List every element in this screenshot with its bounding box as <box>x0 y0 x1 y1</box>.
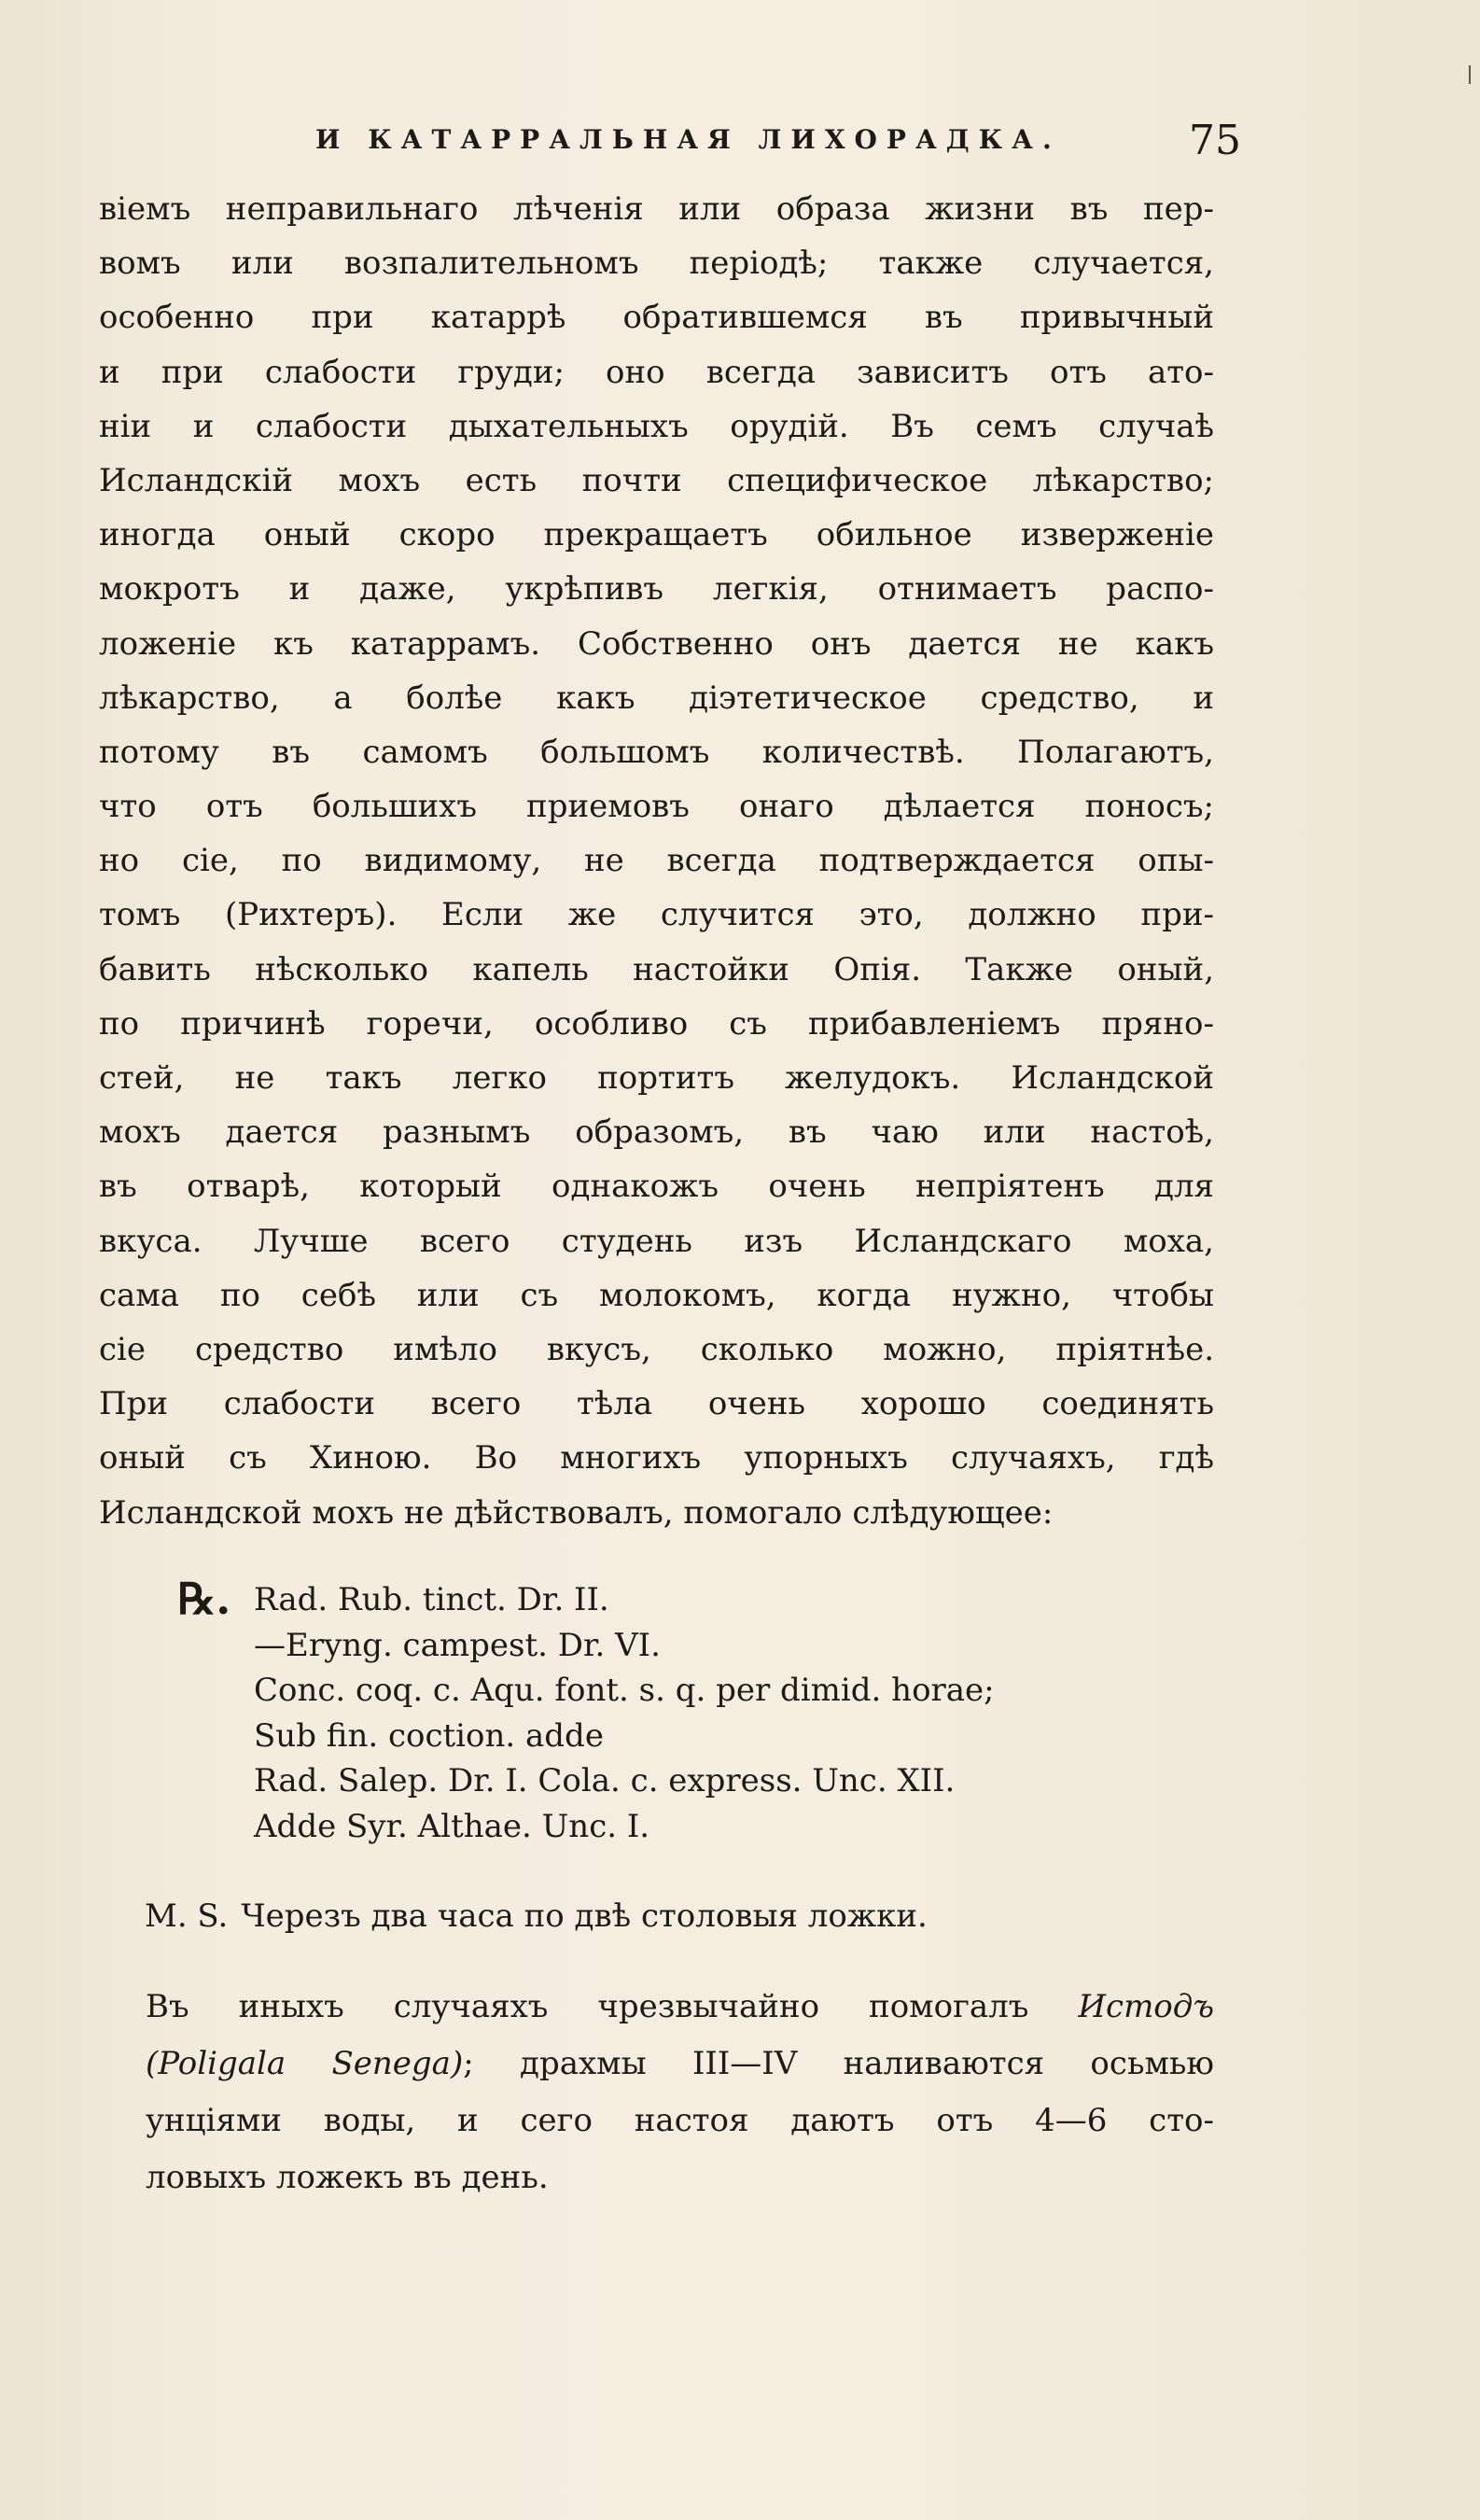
text-line: потому въ самомъ большомъ количествѣ. Полагаютъ, <box>99 733 1214 771</box>
signa-text: Черезъ два часа по двѣ столовыя ложки. <box>241 1897 928 1935</box>
prescription-lines <box>254 1577 1110 1850</box>
text-line: сіе средство имѣло вкусъ, сколько можно, пріятнѣе. <box>99 1330 1214 1368</box>
text-line: мохъ дается разнымъ образомъ, въ чаю или настоѣ, <box>99 1113 1214 1152</box>
text-line: ловыхъ ложекъ въ день. <box>146 2159 549 2196</box>
text-line: стей, не такъ легко портитъ желудокъ. Исландской <box>99 1059 1214 1097</box>
prescription <box>177 1574 1110 1850</box>
prescription-line: Rad. Rub. tinct. Dr. II. <box>254 1581 609 1618</box>
prescription-line: —Eryng. campest. Dr. VI. <box>254 1626 661 1664</box>
text-line: мокротъ и даже, укрѣпивъ легкія, отнимаетъ распо- <box>99 570 1214 609</box>
signa-label: M. S. <box>145 1897 229 1935</box>
italic-term: Истодъ <box>1078 1988 1214 2025</box>
page-header <box>315 117 1241 173</box>
signa-line <box>145 1897 928 1935</box>
text-line: вкуса. Лучше всего студень изъ Исландскаго моха, <box>99 1222 1214 1260</box>
text-line: иногда оный скоро прекращаетъ обильное изверженіе <box>99 516 1214 554</box>
text-line: по причинѣ горечи, особливо съ прибавленіемъ пряно- <box>99 1004 1214 1043</box>
text-line: Исландскій мохъ есть почти специфическое лѣкарство; <box>99 461 1214 499</box>
text-line: что отъ большихъ приемовъ онаго дѣлается поносъ; <box>99 788 1214 826</box>
text-line: вомъ или возпалительномъ періодѣ; также случается, <box>99 245 1214 283</box>
text-line: унціями воды, и сего настоя даютъ отъ 4—6 сто- <box>146 2102 1214 2139</box>
text-line: ложеніе къ катаррамъ. Собственно онъ дается не какъ <box>99 624 1214 663</box>
text-line <box>146 1979 1214 2036</box>
text-line: томъ (Рихтеръ). Если же случится это, должно при- <box>99 896 1214 934</box>
text-line: сама по себѣ или съ молокомъ, когда нужно, чтобы <box>99 1276 1214 1314</box>
text-line: При слабости всего тѣла очень хорошо соединять <box>99 1385 1214 1423</box>
text-segment: ; драхмы III—IV наливаются осьмью <box>463 2045 1215 2082</box>
text-line: лѣкарство, а болѣе какъ діэтетическое средство, и <box>99 679 1214 717</box>
text-line <box>146 2036 1214 2093</box>
prescription-line: Adde Syr. Althae. Unc. I. <box>254 1807 650 1845</box>
text-line: оный съ Хиною. Во многихъ упорныхъ случаяхъ, гдѣ <box>99 1439 1214 1477</box>
edge-mark <box>1469 65 1471 84</box>
text-line: віемъ неправильнаго лѣченія или образа жизни въ пер- <box>99 190 1214 228</box>
text-line: ніи и слабости дыхательныхъ орудій. Въ семъ случаѣ <box>99 407 1214 445</box>
italic-term: (Poligala Senega) <box>146 2045 464 2082</box>
text-line: Исландской мохъ не дѣйствовалъ, помогало слѣдующее: <box>99 1493 1054 1532</box>
text-line: но сіе, по видимому, не всегда подтверждается опы- <box>99 842 1214 880</box>
text-segment: Въ иныхъ случаяхъ чрезвычайно помогалъ <box>146 1988 1079 2025</box>
page-number: 75 <box>1189 117 1241 164</box>
recipe-sign: ℞. <box>177 1574 231 1624</box>
main-paragraph <box>99 182 1214 1540</box>
running-head: И КАТАРРАЛЬНАЯ ЛИХОРАДКА. <box>315 124 1061 155</box>
final-paragraph <box>146 1979 1214 2206</box>
prescription-line: Rad. Salep. Dr. I. Cola. c. express. Unc. XII. <box>254 1762 956 1800</box>
text-line: бавить нѣсколько капель настойки Опія. Также оный, <box>99 950 1214 988</box>
text-line: и при слабости груди; оно всегда зависитъ отъ ато- <box>99 353 1214 391</box>
text-line: особенно при катаррѣ обратившемся въ привычный <box>99 299 1214 337</box>
prescription-line: Conc. coq. c. Aqu. font. s. q. per dimid. horae; <box>254 1672 995 1710</box>
prescription-line: Sub fin. coction. adde <box>254 1716 604 1755</box>
text-line: въ отварѣ, который однакожъ очень непріятенъ для <box>99 1168 1214 1206</box>
